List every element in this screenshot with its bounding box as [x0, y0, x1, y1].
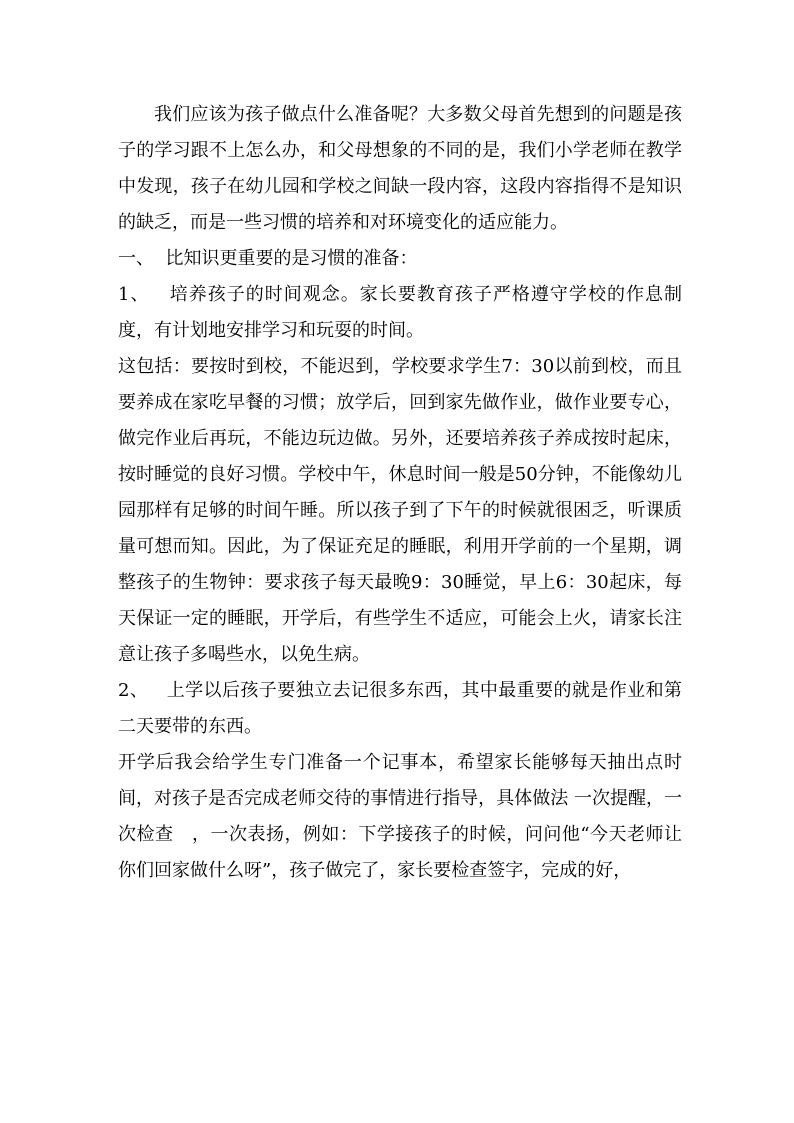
- item-text: 上学以后孩子要独立去记很多东西，其中最重要的就是作业和第二天要带的东西。: [118, 680, 682, 737]
- schedule-paragraph: [118, 349, 682, 673]
- item-two-paragraph: [118, 673, 682, 745]
- section-number: 一、: [118, 248, 154, 269]
- paragraph-text: 我们应该为孩子做点什么准备呢？大多数父母首先想到的问题是孩子的学习跟不上怎么办，和父母想象的不同的是，我们小学老师在教学中发现，孩子在幼儿园和学校之间缺一段内容，这段内容指得不是知识的缺乏，而是一些习惯的培养和对环境变化的适应能力。: [118, 104, 682, 233]
- section-heading-one: [118, 241, 682, 277]
- intro-paragraph: [118, 97, 682, 241]
- paragraph-text: 开学后我会给学生专门准备一个记事本，希望家长能够每天抽出点时间，对孩子是否完成老师交待的事情进行指导，具体做法 一次提醒，一次检查 ，一次表扬，例如：下学接孩子的时候，问问他“今天老师让你们回家做什么呀”，孩子做完了，家长要检查签字，完成的好，: [118, 752, 682, 881]
- item-number: 1、: [118, 284, 150, 305]
- item-text: 培养孩子的时间观念。家长要教育孩子严格遵守学校的作息制度，有计划地安排学习和玩耍的时间。: [118, 284, 682, 341]
- notebook-paragraph: [118, 745, 682, 889]
- item-one-paragraph: [118, 277, 682, 349]
- item-number: 2、: [118, 680, 149, 701]
- section-heading-text: 比知识更重要的是习惯的准备：: [165, 248, 418, 269]
- paragraph-text: 这包括：要按时到校，不能迟到，学校要求学生7：30以前到校，而且要养成在家吃早餐的习惯；放学后，回到家先做作业，做作业要专心，做完作业后再玩，不能边玩边做。另外，还要培养孩子养成按时起床，按时睡觉的良好习惯。学校中午，休息时间一般是50分钟，不能像幼儿园那样有足够的时间午睡。所以孩子到了下午的时候就很困乏，听课质量可想而知。因此，为了保证充足的睡眠，利用开学前的一个星期，调整孩子的生物钟：要求孩子每天最晚9：30睡觉，早上6：30起床，每天保证一定的睡眠，开学后，有些学生不适应，可能会上火，请家长注意让孩子多喝些水，以免生病。: [118, 356, 682, 665]
